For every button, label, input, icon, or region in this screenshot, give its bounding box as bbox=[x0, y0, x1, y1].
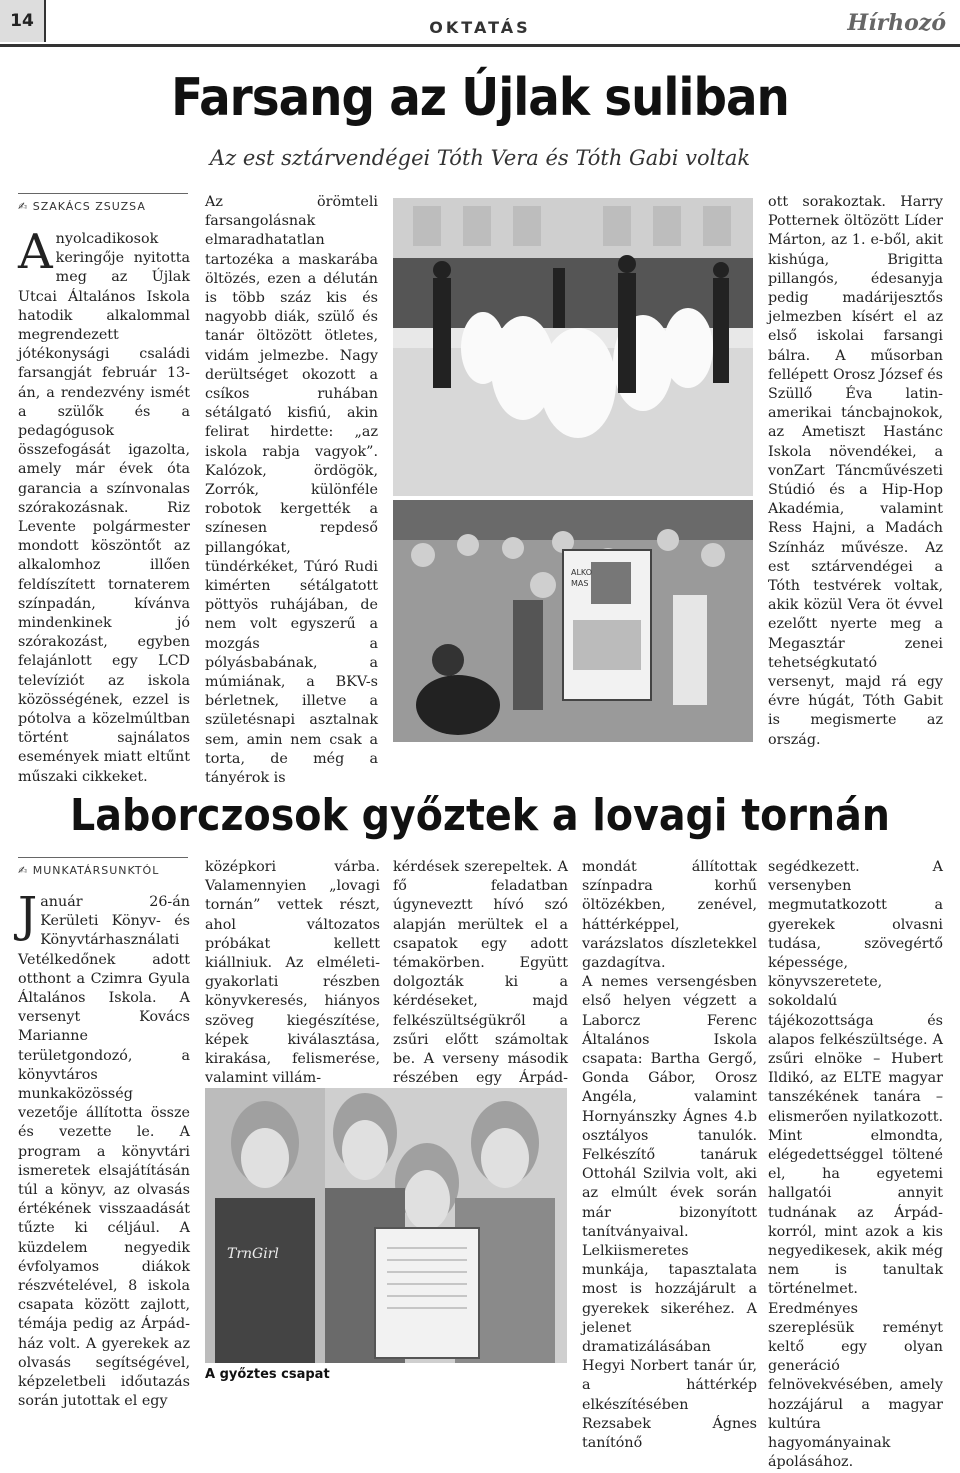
article1-column-4: ott sorakoztak. Harry Potternek öltözött Líder Márton, az 1. e-ből, akit kishúga, Brigitta pillangós, édesanyja pedig madárijesztős jelmezben kísért el az első iskolai farsangi bálra. A műsorban fellépett Orosz József és Szüllő Éva latin-amerikai táncbajnokok, az Ametiszt Hastánc Iskola növendékei, a vonZart Táncművészeti Stúdió és a Hip-Hop Akadémia, valamint Ress Hajni, a Madách Színház művésze. Az est sztárvendégei a Tóth testvérek voltak, akik közül Vera öt évvel ezelőtt nyerte meg a Megasztár zenei tehetségkutató versenyt, majd rá egy évre húgát, Tóth Gabit is megismerte az ország. bbox=[768, 194, 943, 748]
page-number: 14 bbox=[0, 0, 46, 42]
dance-photo-image bbox=[393, 198, 753, 496]
article2-column-2: középkori várba. Valamennyien „lovagi tornán” vettek részt, ahol változatos próbákat kellett kiállniuk. Az elméleti-gyakorlati részben könyvkeresés, hiányos szöveg kiegészítése, képek kiválasztása, kirakása, felismerése, valamint villám- bbox=[205, 859, 380, 1087]
publication-logo: Hírhozó bbox=[847, 10, 946, 36]
article1-subtitle: Az est sztárvendégei Tóth Vera és Tóth Gabi voltak bbox=[209, 146, 751, 170]
costume-photo-image bbox=[393, 500, 753, 742]
article1-dropcap: A bbox=[18, 224, 53, 280]
article1-col1-text: nyolcadikosok keringője nyitotta meg az Újlak Utcai Általános Iskola hatodik alkalommal megrendezett jótékonysági családi farsangját február 13-án, a rendezvény ismét a szülők és a pedagógusok összefogását igazolta, amely már évek óta garancia a színvonalas szórakozásnak. Riz Levente polgármester mondott köszöntőt az alkalomhoz illően feldíszített tornaterem színpadán, kívánva mindenkinek jó szórakozást, egyben felajánlott egy LCD televíziót az iskola közösségének, ezzel is pótolva a közelmúltban történt sajnálatos események miatt eltűnt műszaki cikkeket. bbox=[18, 231, 190, 785]
article1-byline: ✍ SZAKÁCS ZSUZSA bbox=[18, 193, 188, 213]
article2-column-5: segédkezett. A versenyben megmutatkozott a gyerekek olvasni tudása, szövegértő képessége, könyvszeretete, sokoldalú tájékozottsága és alapos felkészültsége. A zsűri elnöke – Hubert Ildikó, az ELTE magyar tanszékének tanára – elismerően nyilatkozott. Mint elmondta, elégedettséggel töltené el, ha egyetemi hallgatói annyit tudnának az Árpád-korról, mint azok a kis negyedikesek, akik még nem is tanultak történelmet. Eredményes szereplésük reményt keltő egy olyan generáció felnövekvésében, amely hozzájárul a magyar kultúra hagyományainak ápolásához. bbox=[768, 859, 943, 1471]
article2-column-4: mondát állítottak színpadra korhű öltözékben, zenével, háttérképpel, varázslatos díszletekkel gazdagítva. A nemes versengésben első helyen végzett a Laborcz Ferenc Általános Iskola csapata: Bartha Gergő, Gonda Gábor, Orosz Angéla, valamint Hornyánszky Ágnes 4.b osztályos tanulók. Felkészítő tanáruk Ottohál Szilvia volt, aki az elmúlt évek során már bizonyított tanítványaival. Lelkiismeretes munkája, tapasztalata most is hozzájárult a gyerekek sikeréhez. A jelenet dramatizálásában Hegyi Norbert tanár úr, a háttérkép elkészítésében Rezsabek Ágnes tanítónő bbox=[582, 859, 757, 1452]
article2-byline: ✍ MUNKATÁRSUNKTÓL bbox=[18, 857, 188, 877]
article2-column-3: kérdések szerepeltek. A fő feladatban úgyneveztt hívó szó alapján merültek el a csapatok egy adott témakörben. Együtt dolgozták ki a kérdéseket, majd felkészültségükről a zsűri előtt számoltak be. A verseny második részében egy Árpád- bbox=[393, 859, 568, 1087]
winners-photo-caption: A győztes csapat bbox=[205, 1367, 330, 1382]
shirt-text: TrnGirl bbox=[227, 1246, 279, 1262]
photo-sign-line-2: MAS bbox=[571, 579, 589, 588]
section-title: OKTATÁS bbox=[429, 18, 531, 37]
winners-photo-image bbox=[205, 1088, 567, 1363]
article2-column-1 bbox=[18, 887, 190, 1411]
article1-column-1 bbox=[18, 224, 190, 787]
article1-column-2: Az örömteli farsangolásnak elmaradhatatlan tartozéka a maskarába öltözés, ezen a délután is több száz kis és nagyobb diák, szülő és tanár öltözött ötletes, vidám jelmezbe. Nagy derültséget okozott a csíkos ruhában sétálgató kisfiú, akin felirat hirdette: „az iskola rabja vagyok”. Kalózok, ördögök, Zorrók, különféle robotok kergették a színesen repdeső pillangókat, tündérkéket, Túró Rudi kimérten sétálgatott pöttyös ruhájában, de nem volt egyszerű a mozgás a pólyásbabának, a múmiának, a BKV-s bérletnek, illetve a születésnapi asztalnak sem, amin nem csak a torta, de még a tányérok is bbox=[205, 194, 378, 787]
article2-title: Laborczosok győztek a lovagi tornán bbox=[70, 790, 890, 841]
article2-dropcap: J bbox=[18, 887, 38, 943]
article1-title: Farsang az Újlak suliban bbox=[171, 68, 789, 128]
dance-photo bbox=[393, 198, 753, 496]
photo-sign-line-1: ALKO bbox=[571, 568, 593, 577]
costume-photo bbox=[393, 500, 753, 742]
article2-col1-text: anuár 26-án Kerületi Könyv- és Könyvtárhasználati Vetélkedőnek adott otthont a Czimra Gyula Általános Iskola. A versenyt Kovács Marianne területgondozó, a könyvtáros munkaközösség vezetője állította össze és vezette le. A program a könyvtári ismeretek elsajátításán túl a könyv, az olvasás értékének visszaadását tűzte ki céljául. A küzdelem negyedik évfolyamos diákok részvételével, 8 iskola csapata között zajlott, témája pedig az Árpád-ház volt. A gyerekek az olvasás segítségével, képzeletbeli időutazás során jutottak el egy bbox=[18, 894, 190, 1410]
winners-photo bbox=[205, 1088, 567, 1363]
